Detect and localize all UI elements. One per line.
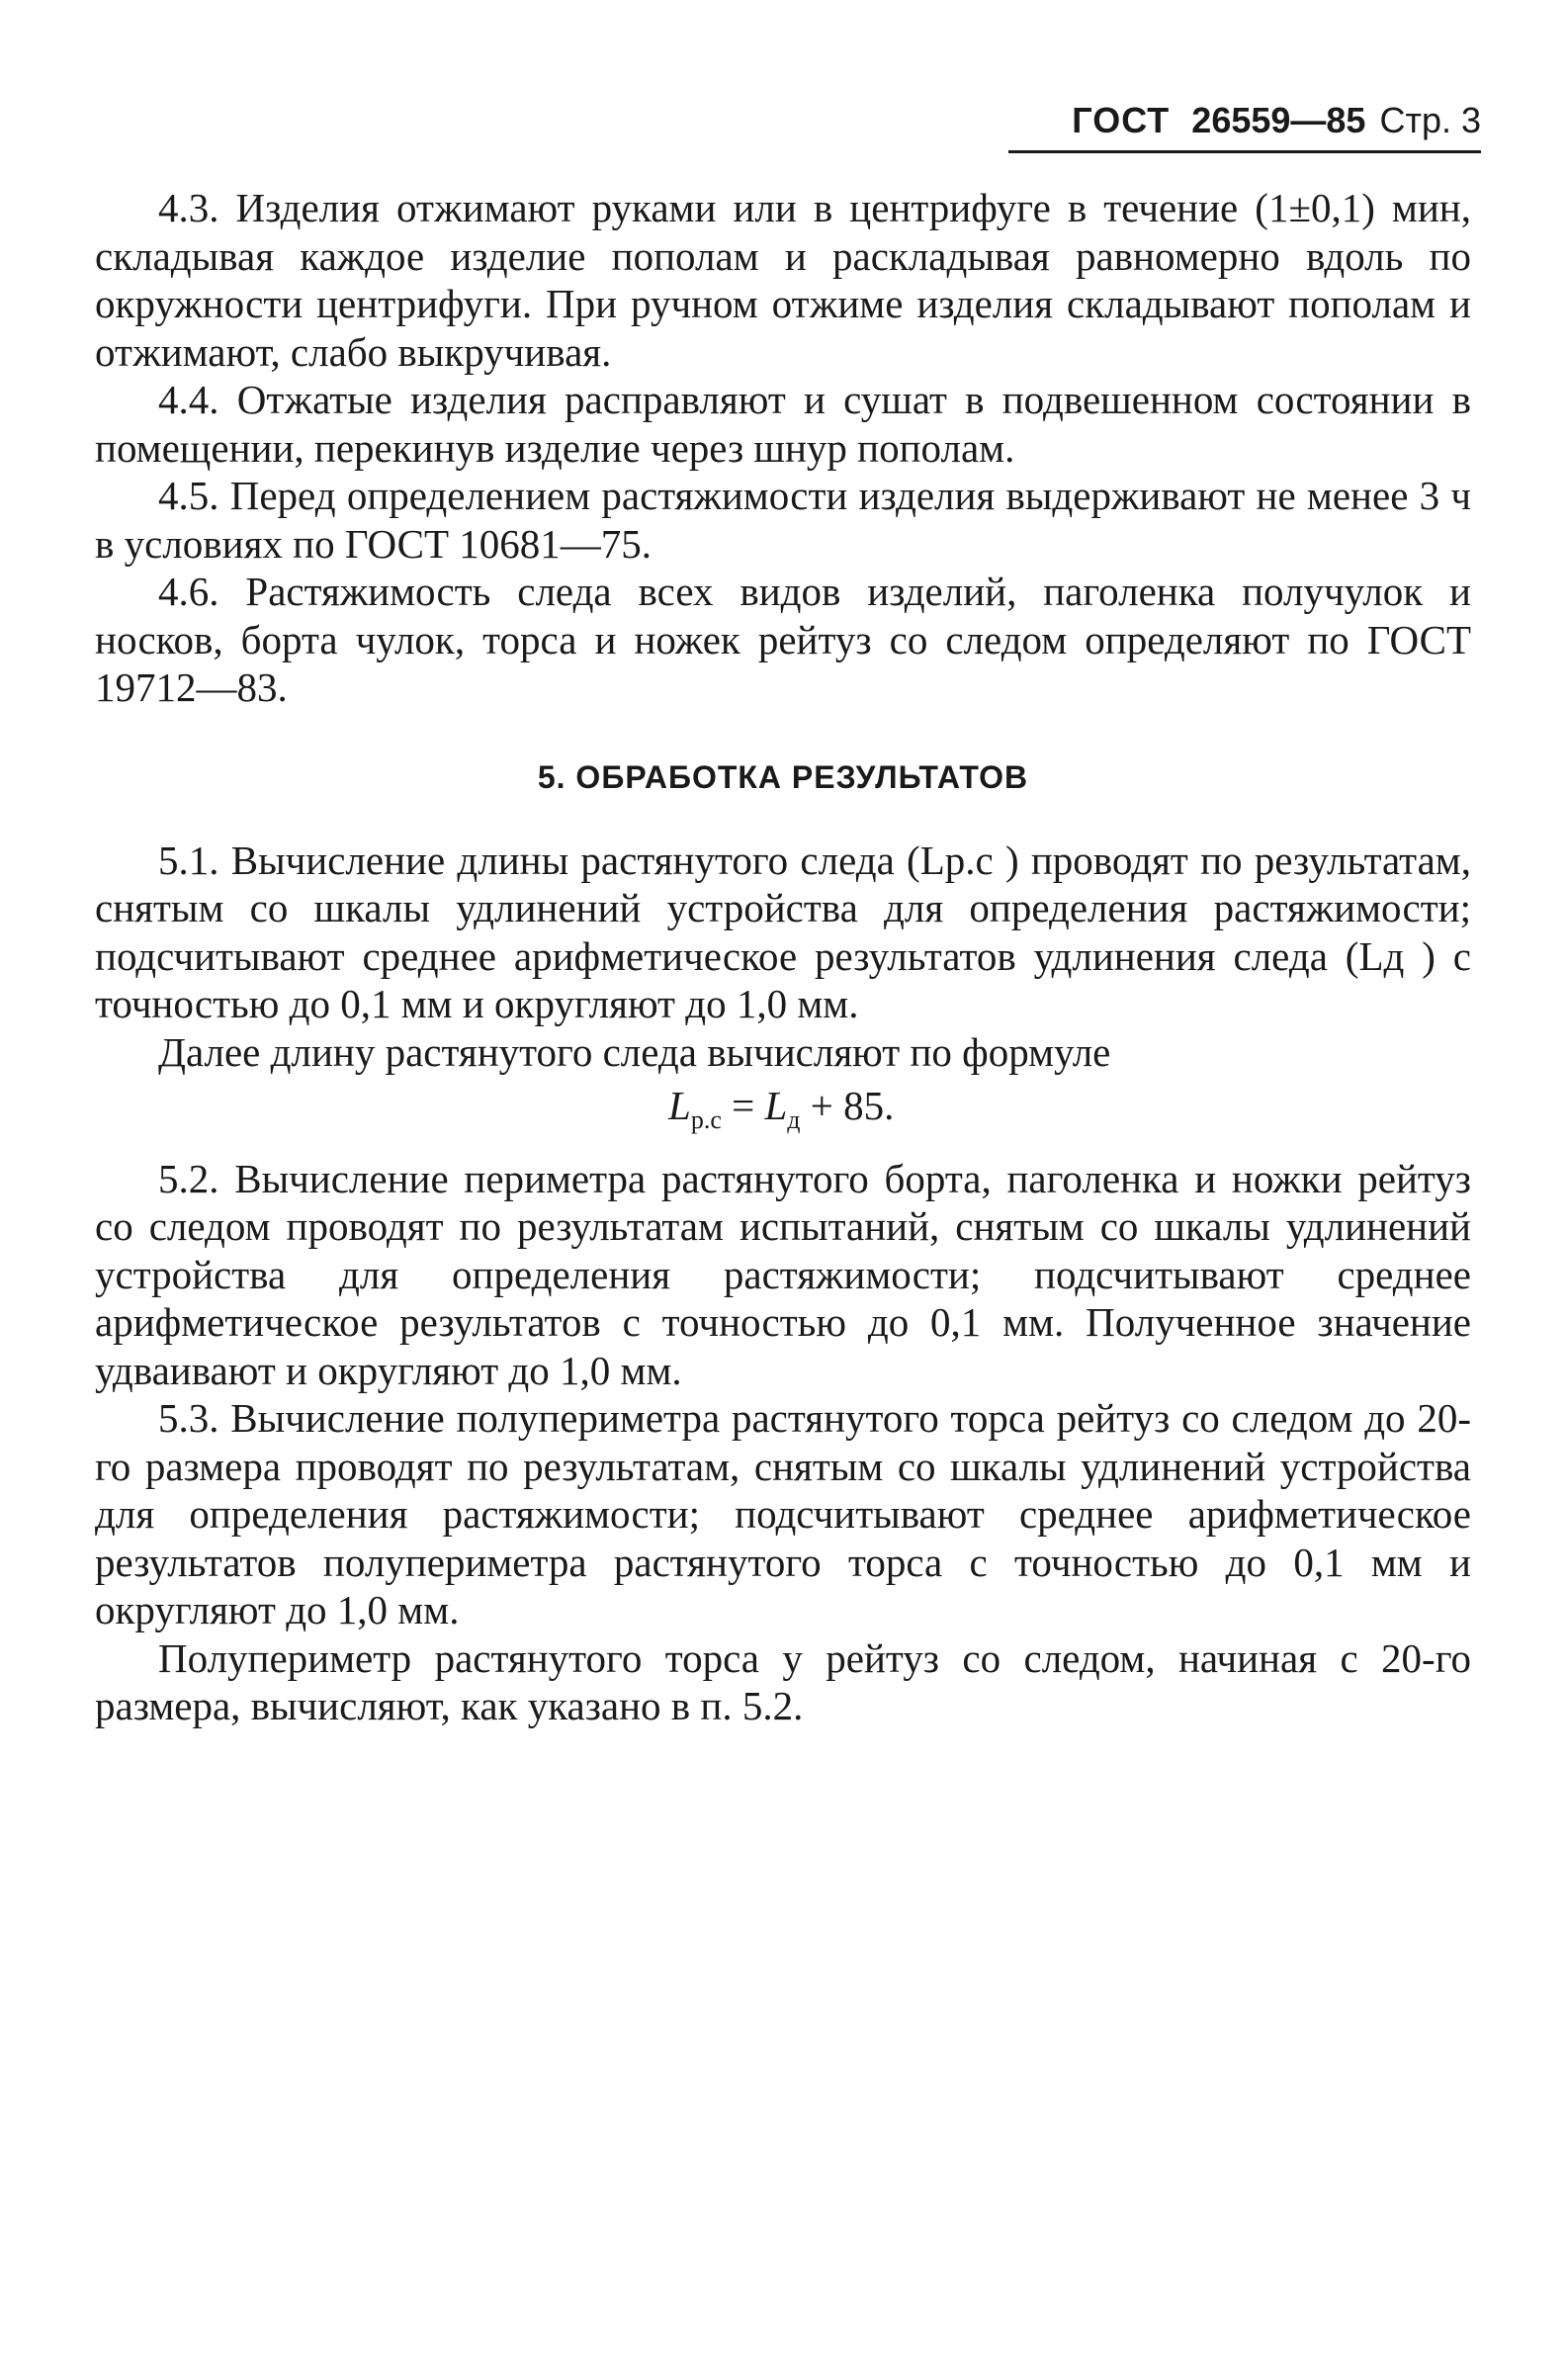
paragraph-4-4: 4.4. Отжатые изделия расправляют и сушат в подвешенном состоянии в помещении, перекинув изделие через шнур пополам. [95,377,1471,471]
paragraph-5-1: 5.1. Вычисление длины растянутого следа (Lр.с ) проводят по результатам, снятым со шкалы удлинений устройства для определения растяжимости; подсчитывают среднее арифметическое результатов удлинения следа (Lд ) с точностью до 0,1 мм и округляют до 1,0 мм. [95,837,1471,1026]
section-5-heading: 5. ОБРАБОТКА РЕЗУЛЬТАТОВ [537,758,1029,795]
page-number: Стр. 3 [1379,100,1481,140]
standard-label: ГОСТ [1072,100,1171,140]
paragraph-5-2: 5.2. Вычисление периметра растянутого борта, паголенка и ножки рейтуз со следом проводят по результатам испытаний, снятым со шкалы удлинений устройства для определения растяжимости; подсчитывают среднее арифметическое результатов с точностью до 0,1 мм. Полученное значение удваивают и округляют до 1,0 мм. [95,1155,1471,1393]
page-header [1008,95,1481,153]
paragraph-4-3: 4.3. Изделия отжимают руками или в центрифуге в течение (1±0,1) мин, складывая каждое изделие пополам и раскладывая равномерно вдоль по окружности центрифуги. При ручном отжиме изделия складывают пополам и отжимают, слабо выкручивая. [95,185,1471,375]
formula-rhs-subscript: д [787,1105,801,1135]
formula-rhs-variable: L [764,1083,788,1128]
paragraph-5-1-continuation: Далее длину растянутого следа вычисляют по формуле [158,1028,1111,1075]
paragraph-4-6: 4.6. Растяжимость следа всех видов изделий, паголенка получулок и носков, борта чулок, торса и ножек рейтуз со следом определяют по ГОСТ 19712—83. [95,569,1471,710]
formula-rest: + 85. [800,1083,895,1128]
paragraph-4-5: 4.5. Перед определением растяжимости изделия выдерживают не менее 3 ч в условиях по ГОСТ 10681—75. [95,473,1471,567]
formula-operator: = [721,1083,765,1128]
body-text [95,184,1471,1730]
paragraph-5-3-continuation: Полупериметр растянутого торса у рейтуз со следом, начиная с 20-го размера, вычисляют, как указано в п. 5.2. [95,1634,1471,1729]
paragraph-5-3: 5.3. Вычисление полупериметра растянутого торса рейтуз со следом до 20-го размера проводят по результатам, снятым со шкалы удлинений устройства для определения растяжимости; подсчитывают среднее арифметическое результатов полупериметра растянутого торса с точностью до 0,1 мм и округляют до 1,0 мм. [95,1395,1471,1633]
formula-lhs-variable: L [668,1083,691,1128]
formula-lhs-subscript: р.с [690,1105,722,1135]
standard-number: 26559—85 [1191,100,1366,140]
formula [95,1082,1471,1145]
